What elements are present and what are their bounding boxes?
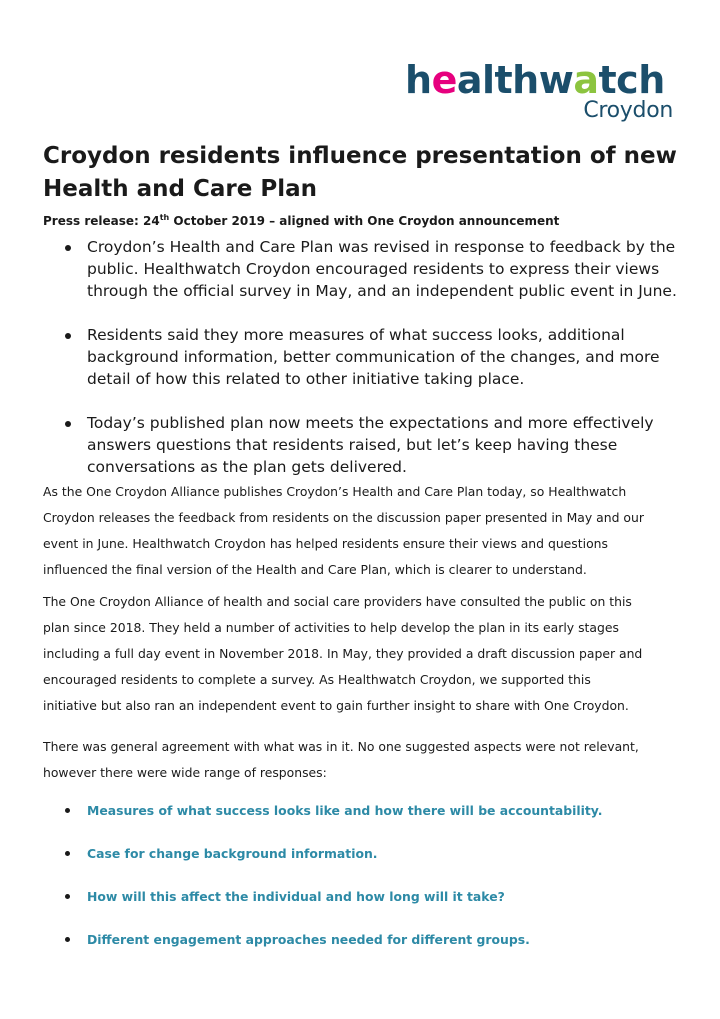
responses-list — [62, 803, 702, 975]
key-point-item: Today’s published plan now meets the expectations and more effectively answers questions that residents raised, but let’s keep having these conversations as the plan gets delivered. — [62, 412, 702, 478]
bullet-icon — [65, 808, 70, 813]
page-title — [43, 140, 683, 206]
logo-a-letter: a — [573, 58, 599, 102]
body-paragraph: As the One Croydon Alliance publishes Croydon’s Health and Care Plan today, so Healthwatch Croydon releases the feedback from residents on the discussion paper presented in May and our event in June. Healthwatch Croydon has helped residents ensure their views and questions influenced the final version of the Health and Care Plan, which is clearer to understand. — [43, 484, 644, 577]
bullet-icon — [65, 894, 70, 899]
body-paragraph: There was general agreement with what was in it. No one suggested aspects were not relevant, however there were wide range of responses: — [43, 739, 639, 780]
logo-e-letter: e — [431, 58, 457, 102]
response-item: Different engagement approaches needed for different groups. — [62, 932, 702, 975]
key-point-item: Residents said they more measures of what success looks, additional background information, better communication of the changes, and more detail of how this related to other initiative taking place. — [62, 324, 702, 390]
bullet-icon — [65, 937, 70, 942]
bullet-icon — [65, 333, 71, 339]
title-line: Health and Care Plan — [43, 176, 317, 202]
bullet-icon — [65, 851, 70, 856]
key-point-item: Croydon’s Health and Care Plan was revised in response to feedback by the public. Healthwatch Croydon encouraged residents to express their views through the official survey in May, and an independent public event in June. — [62, 236, 702, 302]
response-item: How will this affect the individual and how long will it take? — [62, 889, 702, 932]
healthwatch-croydon-logo — [405, 60, 673, 126]
bullet-icon — [65, 421, 71, 427]
bullet-icon — [65, 245, 71, 251]
title-line: Croydon residents influence presentation of new — [43, 143, 677, 169]
response-item: Case for change background information. — [62, 846, 702, 889]
logo-wordmark: healthwatch — [405, 58, 665, 102]
press-release-line: Press release: 24th October 2019 – aligned with One Croydon announcement — [43, 213, 560, 228]
logo-subtitle: Croydon — [583, 98, 673, 123]
key-points-list — [62, 236, 702, 478]
response-item: Measures of what success looks like and how there will be accountability. — [62, 803, 702, 846]
body-paragraph: The One Croydon Alliance of health and social care providers have consulted the public on this plan since 2018. They held a number of activities to help develop the plan in its early stages including a full day event in November 2018. In May, they provided a draft discussion paper and encouraged residents to complete a survey. As Healthwatch Croydon, we supported this initiative but also ran an independent event to gain further insight to share with One Croydon. — [43, 594, 643, 713]
